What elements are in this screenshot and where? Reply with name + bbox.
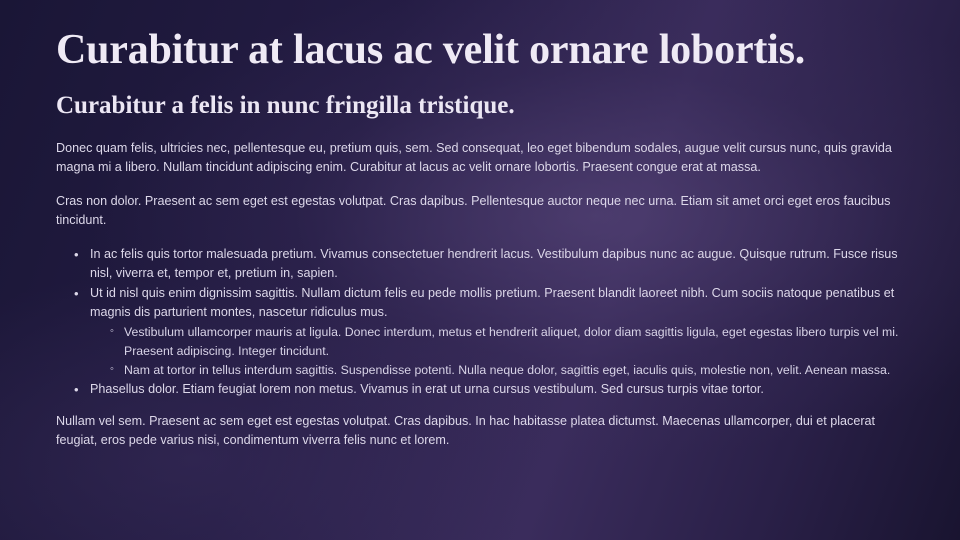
sub-bullet-marker-icon: ◦: [110, 362, 114, 375]
page-subtitle: Curabitur a felis in nunc fringilla tristique.: [56, 91, 515, 119]
sub-list-item-text: Nam at tortor in tellus interdum sagittis. Suspendisse potenti. Nulla neque dolor, sagittis eget, iaculis quis, molestie non, velit. Aenean massa.: [124, 362, 891, 377]
sub-list-item: [110, 361, 908, 380]
bullet-marker-icon: •: [74, 382, 79, 398]
body-paragraph-2: Cras non dolor. Praesent ac sem eget est egestas volutpat. Cras dapibus. Pellentesque auctor neque nec urna. Etiam sit amet orci eget eros faucibus tincidunt.: [56, 193, 891, 228]
bullet-marker-icon: •: [74, 246, 79, 262]
list-item-text: In ac felis quis tortor malesuada pretium. Vivamus consectetuer hendrerit lacus. Vestibulum dapibus nunc ac augue. Quisque rutrum. Fusce risus nisl, viverra et, tempor et, pretium in, sapien.: [90, 246, 898, 280]
sub-list-item-text: Vestibulum ullamcorper mauris at ligula. Donec interdum, metus et hendrerit aliquet, dolor diam sagittis ligula, eget egestas libero turpis vel mi. Praesent adipiscing. Integer tincidunt.: [124, 325, 899, 359]
bullet-list: [56, 245, 908, 400]
list-item: [74, 380, 908, 399]
list-item-text: Ut id nisl quis enim dignissim sagittis. Nullam dictum felis eu pede mollis pretium. Praesent blandit laoreet nibh. Cum sociis natoque penatibus et magnis dis parturient montes, nascetur ridiculus mus.: [90, 286, 895, 320]
sub-list-item: [110, 323, 908, 360]
body-paragraph-1: Donec quam felis, ultricies nec, pellentesque eu, pretium quis, sem. Sed consequat, leo eget bibendum sodales, augue velit cursus nunc, quis gravida magna mi a libero. Nullam tincidunt adipiscing enim. Curabitur at lacus ac velit ornare lobortis. Praesent congue erat at massa.: [56, 140, 892, 175]
body-paragraph-3: Nullam vel sem. Praesent ac sem eget est egestas volutpat. Cras dapibus. In hac habitasse platea dictumst. Maecenas ullamcorper, dui et placerat feugiat, eros pede varius nisi, condimentum viverra felis nunc et lorem.: [56, 413, 876, 448]
page-title: Curabitur at lacus ac velit ornare lobortis.: [56, 27, 806, 73]
list-item-text: Phasellus dolor. Etiam feugiat lorem non metus. Vivamus in erat ut urna cursus vestibulum. Sed cursus turpis vitae tortor.: [90, 382, 764, 397]
sub-bullet-list: [90, 323, 908, 379]
list-item: [74, 245, 908, 283]
sub-bullet-marker-icon: ◦: [110, 325, 114, 338]
bullet-marker-icon: •: [74, 286, 79, 302]
list-item: [74, 284, 908, 379]
